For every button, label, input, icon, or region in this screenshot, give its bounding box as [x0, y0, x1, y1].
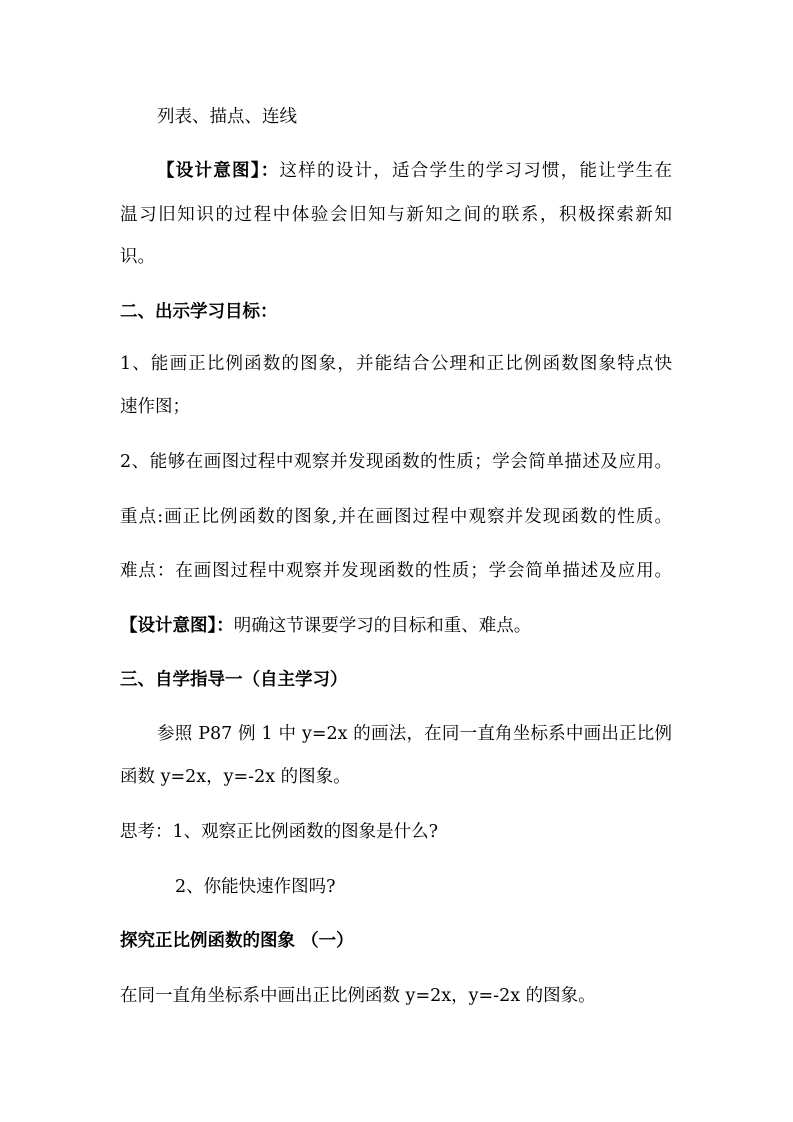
paragraph-steps: [157, 105, 297, 129]
objective-item-1-continuation: [120, 395, 190, 419]
heading-objectives-text: 二、出示学习目标：: [120, 302, 278, 322]
key-point: [120, 505, 672, 529]
objective-item-2: [120, 450, 672, 474]
design-intent-paragraph-1: [157, 159, 672, 183]
section-heading-self-study: [120, 668, 348, 692]
self-study-instruction-text-line2: 函数 y=2x，y=-2x 的图象。: [120, 767, 351, 787]
difficulty-point-text: 难点：在画图过程中观察并发现函数的性质；学会简单描述及应用。: [120, 561, 672, 581]
think-question-2-text: 2、你能快速作图吗?: [175, 877, 336, 897]
difficulty-point: [120, 559, 672, 583]
think-question-1-text: 思考：1、观察正比例函数的图象是什么?: [120, 822, 439, 842]
design-intent-paragraph-2: [120, 614, 531, 638]
steps-text: 列表、描点、连线: [157, 107, 297, 127]
design-intent-text-line2: 温习旧知识的过程中体验会旧知与新知之间的联系，积极探索新知: [120, 205, 672, 225]
heading-self-study-text: 三、自学指导一（自主学习）: [120, 670, 348, 690]
design-intent-text-2: 明确这节课要学习的目标和重、难点。: [233, 616, 532, 636]
objective-item-1: [120, 352, 672, 376]
think-question-2: [175, 875, 336, 899]
heading-explore-text: 探究正比例函数的图象 （一）: [120, 931, 354, 951]
design-intent-label-2: 【设计意图】：: [120, 616, 234, 636]
explore-instruction-text: 在同一直角坐标系中画出正比例函数 y=2x，y=-2x 的图象。: [120, 986, 596, 1006]
explore-instruction: [120, 984, 596, 1008]
section-heading-explore: [120, 929, 354, 953]
key-point-text: 重点:画正比例函数的图象,并在画图过程中观察并发现函数的性质。: [120, 507, 672, 527]
design-intent-text: 这样的设计，适合学生的学习习惯，能让学生在: [279, 161, 672, 181]
objective-2-text: 2、能够在画图过程中观察并发现函数的性质；学会简单描述及应用。: [120, 452, 672, 472]
design-intent-continuation: [120, 203, 672, 227]
objective-1-text-line2: 速作图；: [120, 397, 190, 417]
design-intent-end: [120, 245, 155, 269]
section-heading-objectives: [120, 300, 278, 324]
self-study-instruction: [157, 722, 672, 746]
think-question-1: [120, 820, 438, 844]
design-intent-text-line3: 识。: [120, 247, 155, 267]
self-study-instruction-text: 参照 P87 例 1 中 y=2x 的画法，在同一直角坐标系中画出正比例: [157, 724, 672, 744]
objective-1-text: 1、能画正比例函数的图象，并能结合公理和正比例函数图象特点快: [120, 354, 672, 374]
self-study-instruction-continuation: [120, 765, 351, 789]
design-intent-label: 【设计意图】：: [157, 161, 280, 181]
